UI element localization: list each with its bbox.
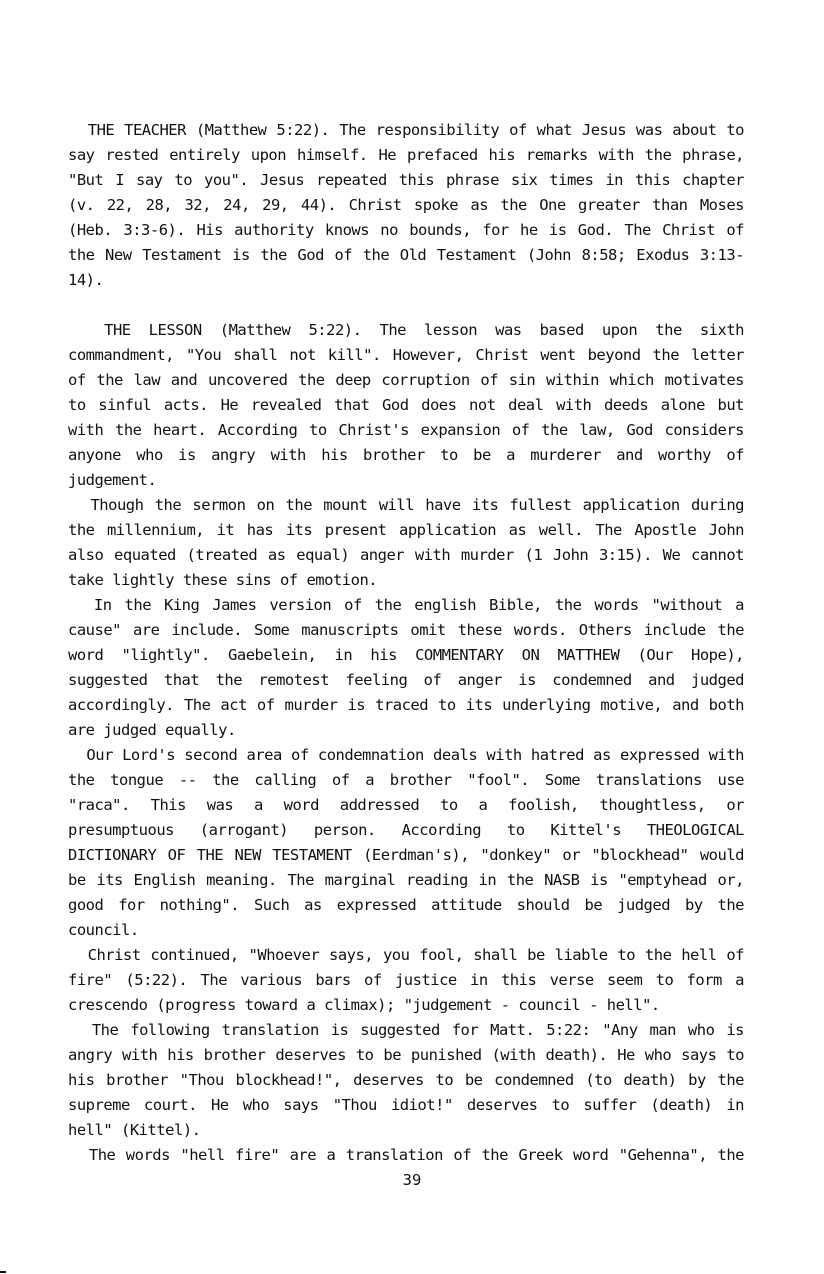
text-line: hell" (Kittel). <box>68 1121 201 1139</box>
text-line: to sinful acts. He revealed that God does not deal with deeds alone but <box>68 396 744 414</box>
text-line: (v. 22, 28, 32, 24, 29, 44). Christ spoke as the One greater than Moses <box>68 196 744 214</box>
text-line: supreme court. He who says "Thou idiot!" deserves to suffer (death) in <box>68 1096 744 1114</box>
text-line: (Heb. 3:3-6). His authority knows no bounds, for he is God. The Christ of <box>68 221 744 239</box>
text-line: In the King James version of the english Bible, the words "without a <box>68 596 744 614</box>
text-line: The following translation is suggested for Matt. 5:22: "Any man who is <box>68 1021 744 1039</box>
text-line: "But I say to you". Jesus repeated this phrase six times in this chapter <box>68 171 744 189</box>
text-line: council. <box>68 921 139 939</box>
text-line: DICTIONARY OF THE NEW TESTAMENT (Eerdman's), "donkey" or "blockhead" would <box>68 846 744 864</box>
text-line: angry with his brother deserves to be punished (with death). He who says to <box>68 1046 744 1064</box>
page-number: 39 <box>402 1171 422 1189</box>
text-line: fire" (5:22). The various bars of justice in this verse seem to form a <box>68 971 744 989</box>
text-line: be its English meaning. The marginal reading in the NASB is "emptyhead or, <box>68 871 744 889</box>
text-line: THE LESSON (Matthew 5:22). The lesson was based upon the sixth <box>68 321 744 339</box>
text-line: suggested that the remotest feeling of anger is condemned and judged <box>68 671 744 689</box>
text-line: say rested entirely upon himself. He prefaced his remarks with the phrase, <box>68 146 744 164</box>
text-line: THE TEACHER (Matthew 5:22). The responsibility of what Jesus was about to <box>68 121 744 139</box>
text-line: presumptuous (arrogant) person. According to Kittel's THEOLOGICAL <box>68 821 744 839</box>
text-line: word "lightly". Gaebelein, in his COMMENTARY ON MATTHEW (Our Hope), <box>68 646 744 664</box>
text-line: his brother "Thou blockhead!", deserves to be condemned (to death) by the <box>68 1071 744 1089</box>
text-line: Though the sermon on the mount will have its fullest application during <box>68 496 744 514</box>
text-line: crescendo (progress toward a climax); "judgement - council - hell". <box>68 996 660 1014</box>
page-body <box>68 118 744 1168</box>
text-line: good for nothing". Such as expressed attitude should be judged by the <box>68 896 744 914</box>
text-line: of the law and uncovered the deep corruption of sin within which motivates <box>68 371 744 389</box>
text-line: anyone who is angry with his brother to be a murderer and worthy of <box>68 446 744 464</box>
text-line: with the heart. According to Christ's expansion of the law, God considers <box>68 421 744 439</box>
text-line: "raca". This was a word addressed to a foolish, thoughtless, or <box>68 796 744 814</box>
text-line: the millennium, it has its present application as well. The Apostle John <box>68 521 744 539</box>
text-line: cause" are include. Some manuscripts omit these words. Others include the <box>68 621 744 639</box>
text-line: judgement. <box>68 471 157 489</box>
text-line: Christ continued, "Whoever says, you fool, shall be liable to the hell of <box>68 946 744 964</box>
text-line: also equated (treated as equal) anger with murder (1 John 3:15). We cannot <box>68 546 744 564</box>
text-line: accordingly. The act of murder is traced to its underlying motive, and both <box>68 696 744 714</box>
scan-edge-mark <box>0 1271 6 1273</box>
text-line: commandment, "You shall not kill". However, Christ went beyond the letter <box>68 346 744 364</box>
text-line: are judged equally. <box>68 721 236 739</box>
text-line: The words "hell fire" are a translation of the Greek word "Gehenna", the <box>68 1146 744 1164</box>
text-line: 14). <box>68 271 104 289</box>
text-line: take lightly these sins of emotion. <box>68 571 378 589</box>
text-line: Our Lord's second area of condemnation deals with hatred as expressed with <box>68 746 744 764</box>
blank-line <box>68 293 744 318</box>
text-line: the New Testament is the God of the Old Testament (John 8:58; Exodus 3:13- <box>68 246 744 264</box>
text-line: the tongue -- the calling of a brother "fool". Some translations use <box>68 771 744 789</box>
